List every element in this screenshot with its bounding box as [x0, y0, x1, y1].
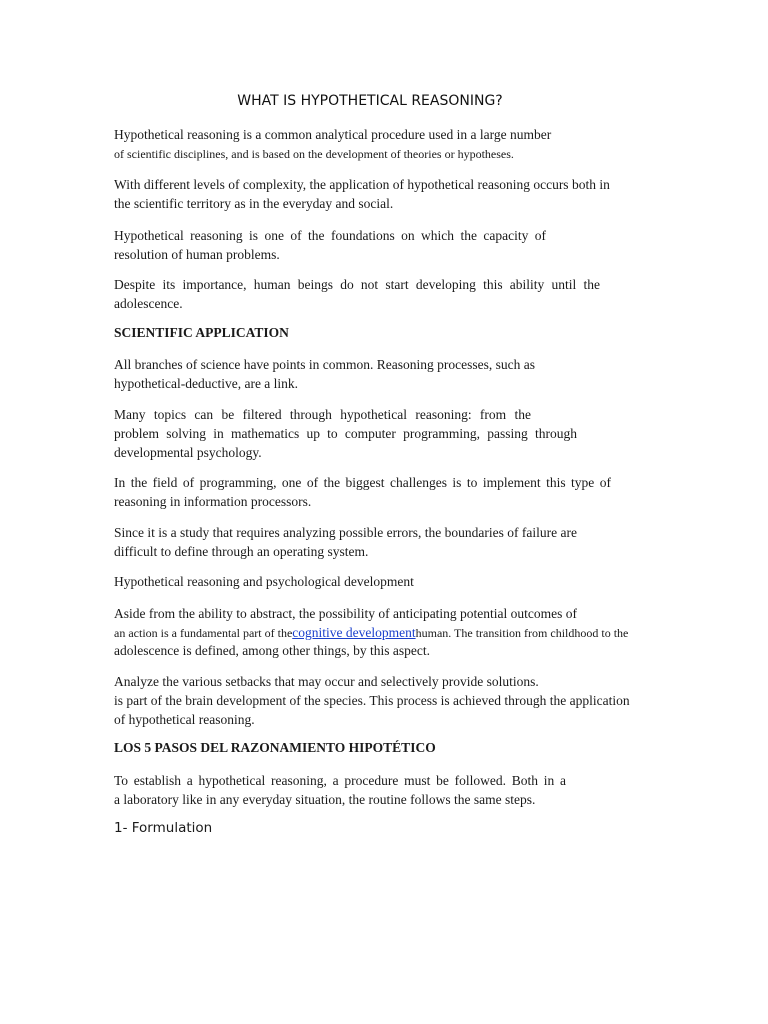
paragraph-line: Hypothetical reasoning is a common analytical procedure used in a large number: [114, 127, 552, 142]
section-heading: SCIENTIFIC APPLICATION: [114, 325, 289, 340]
section-heading: LOS 5 PASOS DEL RAZONAMIENTO HIPOTÉTICO: [114, 740, 436, 755]
paragraph-line: the scientific territory as in the everyday and social.: [114, 196, 394, 211]
paragraph-line: reasoning in information processors.: [114, 494, 312, 509]
step-heading: 1- Formulation: [114, 820, 213, 836]
paragraph-text: an action is a fundamental part of the: [114, 626, 293, 640]
document-title: WHAT IS HYPOTHETICAL REASONING?: [237, 93, 503, 109]
paragraph-line: of hypothetical reasoning.: [114, 712, 255, 727]
paragraph-line: is part of the brain development of the species. This process is achieved through the application: [114, 693, 630, 708]
paragraph-line: With different levels of complexity, the application of hypothetical reasoning occurs both in: [114, 177, 610, 192]
paragraph-line: Since it is a study that requires analyzing possible errors, the boundaries of failure are: [114, 525, 577, 540]
paragraph-line: In the field of programming, one of the biggest challenges is to implement this type of: [114, 475, 611, 490]
paragraph-line: resolution of human problems.: [114, 247, 280, 262]
paragraph-line: difficult to define through an operating system.: [114, 544, 369, 559]
paragraph-line: Analyze the various setbacks that may occur and selectively provide solutions.: [114, 674, 539, 689]
paragraph-line: of scientific disciplines, and is based on the development of theories or hypotheses.: [114, 147, 514, 161]
paragraph-line: Many topics can be filtered through hypothetical reasoning: from the: [114, 407, 531, 422]
paragraph-line: Hypothetical reasoning is one of the foundations on which the capacity of: [114, 228, 546, 243]
paragraph-line: adolescence is defined, among other things, by this aspect.: [114, 643, 431, 658]
paragraph-line: [114, 623, 628, 643]
paragraph-line: developmental psychology.: [114, 445, 262, 460]
paragraph-text: human. The transition from childhood to the: [415, 626, 629, 640]
paragraph-line: Hypothetical reasoning and psychological development: [114, 574, 414, 589]
paragraph-line: a laboratory like in any everyday situation, the routine follows the same steps.: [114, 792, 536, 807]
paragraph-line: Despite its importance, human beings do not start developing this ability until the: [114, 277, 600, 292]
paragraph-line: Aside from the ability to abstract, the possibility of anticipating potential outcomes of: [114, 606, 578, 621]
paragraph-line: hypothetical-deductive, are a link.: [114, 376, 299, 391]
paragraph-line: All branches of science have points in common. Reasoning processes, such as: [114, 357, 536, 372]
cognitive-development-link[interactable]: cognitive development: [292, 625, 416, 640]
paragraph-line: To establish a hypothetical reasoning, a procedure must be followed. Both in a: [114, 773, 566, 788]
paragraph-line: problem solving in mathematics up to computer programming, passing through: [114, 426, 577, 441]
paragraph-line: adolescence.: [114, 296, 183, 311]
